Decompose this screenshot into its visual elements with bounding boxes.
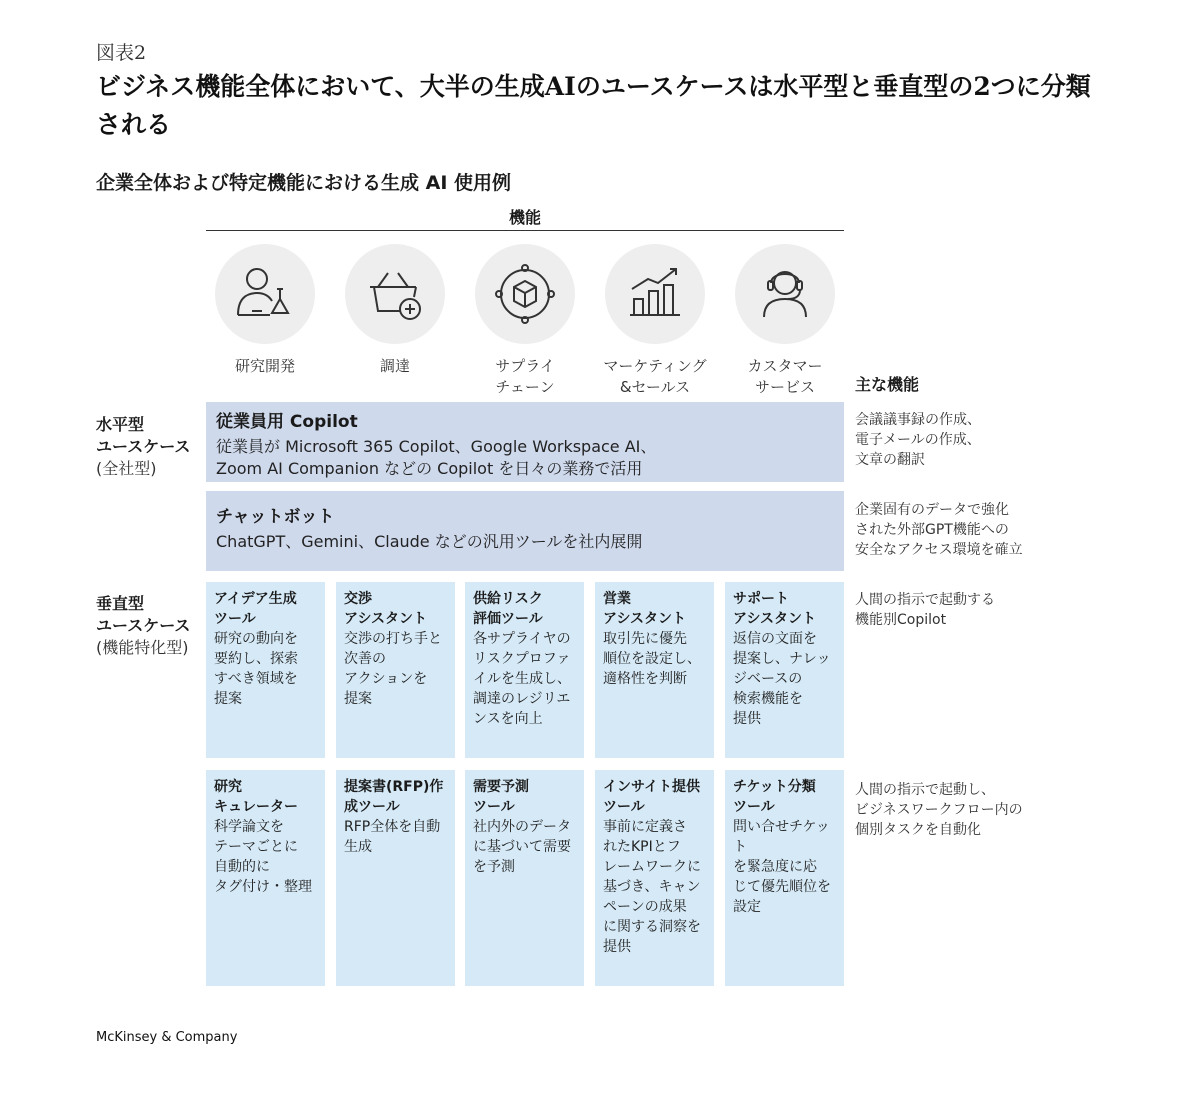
vertical-usecase-card xyxy=(336,770,455,986)
vertical-usecase-card xyxy=(206,770,325,986)
horizontal-row-label xyxy=(96,414,190,480)
supply-box-icon xyxy=(475,244,575,344)
vertical-label-line2: ユースケース xyxy=(96,616,191,635)
vertical-usecase-card xyxy=(595,770,714,986)
vertical-usecase-card xyxy=(595,582,714,758)
vertical-usecase-card xyxy=(465,770,584,986)
card-title: アイデア生成 ツール xyxy=(214,591,297,627)
usecase-title: 従業員用 Copilot xyxy=(216,412,358,432)
function-label: カスタマー サービス xyxy=(747,357,823,396)
horizontal-label-line1: 水平型 xyxy=(96,415,145,434)
function-column-customer-service xyxy=(720,244,850,398)
figure-subtitle: 企業全体および特定機能における生成 AI 使用例 xyxy=(96,172,512,194)
card-title: 交渉 アシスタント xyxy=(344,591,428,627)
card-title: 営業 アシスタント xyxy=(603,591,687,627)
card-title: 供給リスク 評価ツール xyxy=(473,591,543,627)
shopping-basket-icon xyxy=(345,244,445,344)
vertical-usecase-card xyxy=(725,582,844,758)
card-description: 研究の動向を 要約し、探索 すべき領域を 提案 xyxy=(214,631,298,707)
usecase-description: 従業員が Microsoft 365 Copilot、Google Workspace AI、 Zoom AI Companion などの Copilot を日々の業務で活用 xyxy=(216,437,657,478)
bar-chart-icon xyxy=(605,244,705,344)
card-title: 需要予測 ツール xyxy=(473,779,529,815)
card-title: インサイト提供 ツール xyxy=(603,779,701,815)
card-description: 交渉の打ち手と 次善の アクションを 提案 xyxy=(344,631,442,707)
function-label: マーケティング &セールス xyxy=(603,357,707,396)
horizontal-label-line3: (全社型) xyxy=(96,459,157,478)
card-title: 提案書(RFP)作 成ツール xyxy=(344,779,444,815)
card-description: 問い合せチケット を緊急度に応 じて優先順位を 設定 xyxy=(733,819,831,915)
figure-label: 図表2 xyxy=(96,42,147,64)
function-column-rnd xyxy=(200,244,330,377)
horizontal-usecase-chatbot xyxy=(206,491,844,571)
vertical-usecase-card xyxy=(336,582,455,758)
main-function-note: 人間の指示で起動し、 ビジネスワークフロー内の 個別タスクを自動化 xyxy=(855,782,1023,838)
figure-title: ビジネス機能全体において、大半の生成AIのユースケースは水平型と垂直型の2つに分類される xyxy=(96,72,1091,139)
card-description: 返信の文面を 提案し、ナレッ ジベースの 検索機能を 提供 xyxy=(733,631,831,727)
headset-agent-icon xyxy=(735,244,835,344)
functions-divider xyxy=(206,230,844,231)
function-column-supply-chain xyxy=(460,244,590,398)
card-title: 研究 キュレーター xyxy=(214,779,298,815)
card-description: 科学論文を テーマごとに 自動的に タグ付け・整理 xyxy=(214,819,312,895)
footer-brand: McKinsey & Company xyxy=(96,1030,238,1045)
card-title: サポート アシスタント xyxy=(733,591,817,627)
card-title: チケット分類 ツール xyxy=(733,779,816,815)
horizontal-usecase-copilot xyxy=(206,402,844,482)
vertical-label-line1: 垂直型 xyxy=(96,594,145,613)
usecase-description: ChatGPT、Gemini、Claude などの汎用ツールを社内展開 xyxy=(216,532,643,551)
function-label: サプライ チェーン xyxy=(495,357,555,396)
horizontal-label-line2: ユースケース xyxy=(96,437,191,456)
card-description: RFP全体を自動 生成 xyxy=(344,819,441,855)
function-column-procurement xyxy=(330,244,460,377)
main-function-note: 企業固有のデータで強化 された外部GPT機能への 安全なアクセス環境を確立 xyxy=(855,502,1023,558)
function-label: 調達 xyxy=(379,357,410,375)
vertical-usecase-card xyxy=(206,582,325,758)
main-functions-header: 主な機能 xyxy=(855,375,920,394)
researcher-icon xyxy=(215,244,315,344)
card-description: 事前に定義さ れたKPIとフ レームワークに 基づき、キャン ペーンの成果 に関する洞察を 提供 xyxy=(603,819,701,955)
functions-header: 機能 xyxy=(508,208,541,227)
card-description: 各サプライヤの リスクプロファ イルを生成し、 調達のレジリエ ンスを向上 xyxy=(473,631,571,727)
function-label: 研究開発 xyxy=(234,357,295,375)
main-function-note: 会議議事録の作成、 電子メールの作成、 文章の翻訳 xyxy=(855,412,981,468)
usecase-title: チャットボット xyxy=(216,507,335,527)
function-column-marketing-sales xyxy=(590,244,720,398)
vertical-label-line3: (機能特化型) xyxy=(96,638,189,657)
card-description: 取引先に優先 順位を設定し、 適格性を判断 xyxy=(603,631,701,687)
vertical-usecase-card xyxy=(725,770,844,986)
vertical-row-label xyxy=(96,593,190,659)
card-description: 社内外のデータ に基づいて需要 を予測 xyxy=(473,819,571,875)
main-function-note: 人間の指示で起動する 機能別Copilot xyxy=(855,592,995,628)
vertical-usecase-card xyxy=(465,582,584,758)
